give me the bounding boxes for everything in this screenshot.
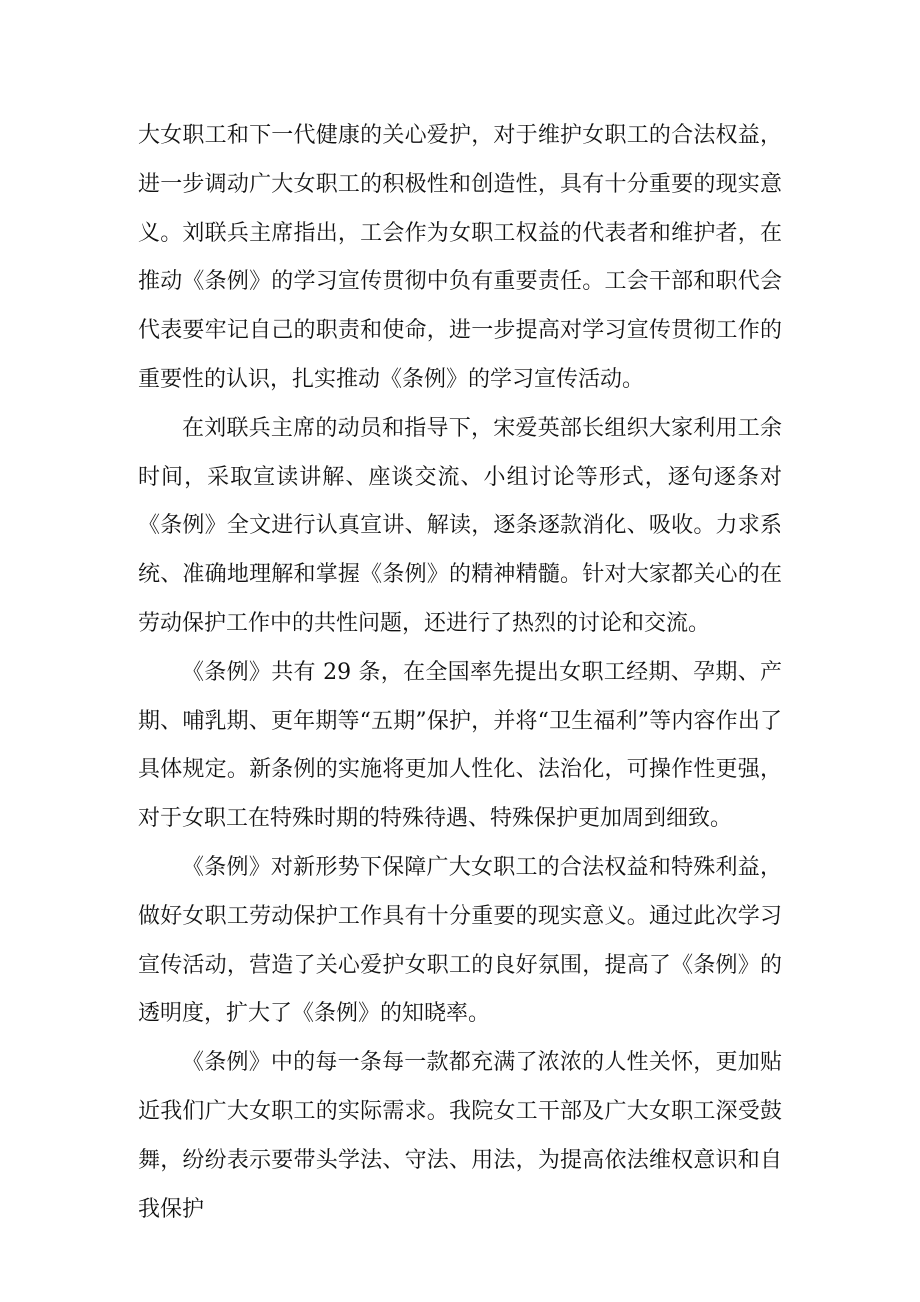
document-body [138, 112, 782, 1234]
paragraph-2: 在刘联兵主席的动员和指导下，宋爱英部长组织大家利用工余时间，采取宣读讲解、座谈交流、小组讨论等形式，逐句逐条对《条例》全文进行认真宣讲、解读，逐条逐款消化、吸收。力求系统、准确地理解和掌握《条例》的精神精髓。针对大家都关心的在劳动保护工作中的共性问题，还进行了热烈的讨论和交流。 [138, 415, 782, 636]
paragraph-3: 《条例》共有 29 条，在全国率先提出女职工经期、孕期、产期、哺乳期、更年期等“五期”保护，并将“卫生福利”等内容作出了具体规定。新条例的实施将更加人性化、法治化，可操作性更强，对于女职工在特殊时期的特殊待遇、特殊保护更加周到细致。 [138, 659, 782, 832]
paragraph-1: 大女职工和下一代健康的关心爱护，对于维护女职工的合法权益，进一步调动广大女职工的积极性和创造性，具有十分重要的现实意义。刘联兵主席指出，工会作为女职工权益的代表者和维护者，在推动《条例》的学习宣传贯彻中负有重要责任。工会干部和职代会代表要牢记自己的职责和使命，进一步提高对学习宣传贯彻工作的重要性的认识，扎实推动《条例》的学习宣传活动。 [138, 123, 782, 392]
paragraph-4: 《条例》对新形势下保障广大女职工的合法权益和特殊利益，做好女职工劳动保护工作具有十分重要的现实意义。通过此次学习宣传活动，营造了关心爱护女职工的良好氛围，提高了《条例》的透明度，扩大了《条例》的知晓率。 [138, 854, 782, 1027]
paragraph-5: 《条例》中的每一条每一款都充满了浓浓的人性关怀，更加贴近我们广大女职工的实际需求。我院女工干部及广大女职工深受鼓舞，纷纷表示要带头学法、守法、用法，为提高依法维权意识和自我保护 [138, 1050, 782, 1222]
